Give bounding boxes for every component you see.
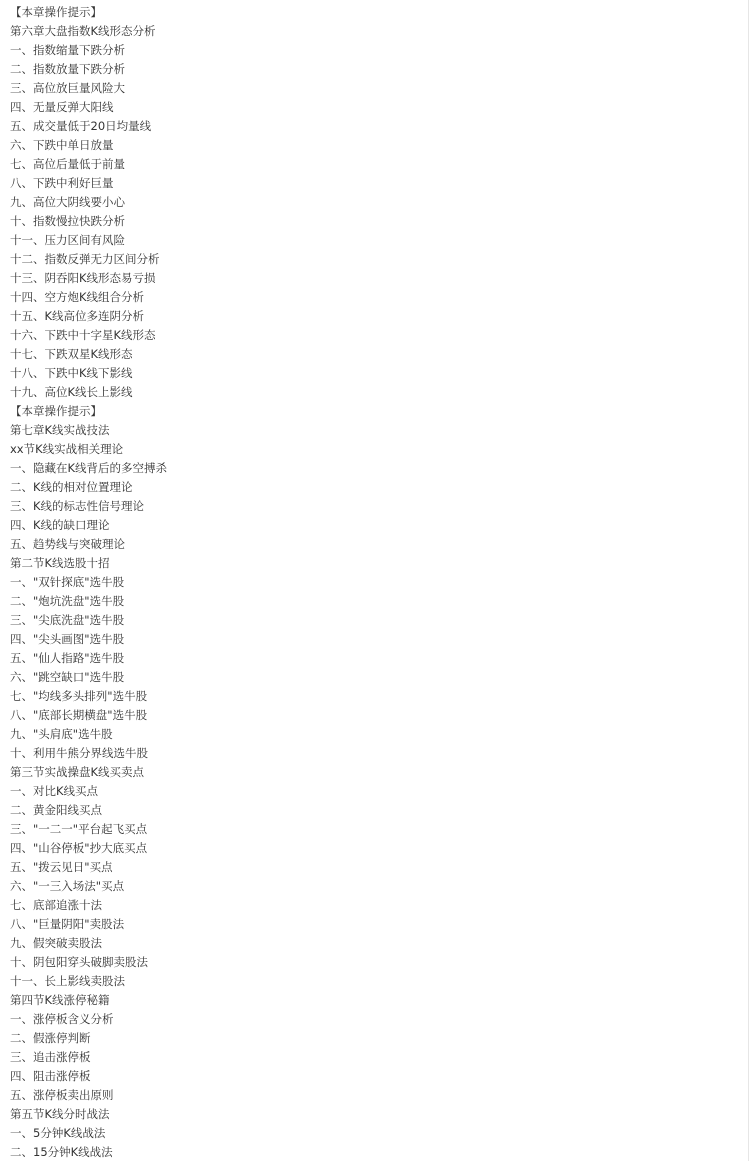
table-of-contents [10, 3, 167, 1161]
toc-item: 五、成交量低于20日均量线 [10, 119, 152, 133]
toc-item: 第二节K线选股十招 [10, 556, 110, 570]
toc-item: 一、对比K线买点 [10, 784, 99, 798]
toc-item: 四、阻击涨停板 [10, 1069, 91, 1083]
toc-item: 五、"仙人指路"选牛股 [10, 651, 125, 665]
toc-item: 六、"一三入场法"买点 [10, 879, 125, 893]
toc-item: 一、5分钟K线战法 [10, 1126, 106, 1140]
toc-item: 十七、下跌双星K线形态 [10, 347, 133, 361]
toc-item: 七、"均线多头排列"选牛股 [10, 689, 148, 703]
toc-item: 五、"拨云见日"买点 [10, 860, 113, 874]
toc-item: 十九、高位K线长上影线 [10, 385, 133, 399]
toc-item: 七、高位后量低于前量 [10, 157, 125, 171]
toc-item: 二、K线的相对位置理论 [10, 480, 133, 494]
toc-item: 第四节K线涨停秘籍 [10, 993, 110, 1007]
toc-item: 三、"尖底洗盘"选牛股 [10, 613, 125, 627]
toc-item: 十五、K线高位多连阴分析 [10, 309, 145, 323]
toc-item: 二、15分钟K线战法 [10, 1145, 113, 1159]
toc-item: 三、"一二一"平台起飞买点 [10, 822, 148, 836]
toc-item: 十、利用牛熊分界线选牛股 [10, 746, 148, 760]
toc-item: 第三节实战操盘K线买卖点 [10, 765, 145, 779]
toc-item: 一、指数缩量下跌分析 [10, 43, 125, 57]
toc-item: 五、趋势线与突破理论 [10, 537, 125, 551]
toc-item: 二、"炮坑洗盘"选牛股 [10, 594, 125, 608]
toc-item: 九、高位大阴线要小心 [10, 195, 125, 209]
toc-item: xx节K线实战相关理论 [10, 442, 124, 456]
toc-item: 八、"底部长期横盘"选牛股 [10, 708, 148, 722]
toc-item: 六、下跌中单日放量 [10, 138, 114, 152]
toc-item: 【本章操作提示】 [10, 5, 102, 19]
toc-item: 六、"跳空缺口"选牛股 [10, 670, 125, 684]
toc-item: 三、K线的标志性信号理论 [10, 499, 145, 513]
toc-item: 十、阴包阳穿头破脚卖股法 [10, 955, 148, 969]
toc-item: 二、指数放量下跌分析 [10, 62, 125, 76]
toc-item: 四、无量反弹大阳线 [10, 100, 114, 114]
toc-item: 第七章K线实战技法 [10, 423, 110, 437]
toc-item: 十八、下跌中K线下影线 [10, 366, 133, 380]
toc-item: 一、涨停板含义分析 [10, 1012, 114, 1026]
toc-item: 十二、指数反弹无力区间分析 [10, 252, 160, 266]
toc-item: 十一、压力区间有风险 [10, 233, 125, 247]
toc-item: 第五节K线分时战法 [10, 1107, 110, 1121]
toc-item: 九、假突破卖股法 [10, 936, 102, 950]
toc-item: 十一、长上影线卖股法 [10, 974, 125, 988]
toc-item: 四、"山谷停板"抄大底买点 [10, 841, 148, 855]
toc-item: 十、指数慢拉快跌分析 [10, 214, 125, 228]
toc-item: 七、底部追涨十法 [10, 898, 102, 912]
toc-item: 三、追击涨停板 [10, 1050, 91, 1064]
toc-item: 一、"双针探底"选牛股 [10, 575, 125, 589]
toc-item: 二、假涨停判断 [10, 1031, 91, 1045]
toc-item: 第六章大盘指数K线形态分析 [10, 24, 156, 38]
toc-item: 一、隐藏在K线背后的多空搏杀 [10, 461, 168, 475]
toc-item: 二、黄金阳线买点 [10, 803, 102, 817]
toc-item: 【本章操作提示】 [10, 404, 102, 418]
toc-item: 三、高位放巨量风险大 [10, 81, 125, 95]
toc-item: 九、"头肩底"选牛股 [10, 727, 113, 741]
toc-item: 八、"巨量阴阳"卖股法 [10, 917, 125, 931]
toc-item: 八、下跌中利好巨量 [10, 176, 114, 190]
toc-item: 十四、空方炮K线组合分析 [10, 290, 145, 304]
toc-item: 十六、下跌中十字星K线形态 [10, 328, 156, 342]
toc-item: 五、涨停板卖出原则 [10, 1088, 114, 1102]
page-right-border [748, 0, 749, 1161]
toc-item: 四、"尖头画图"选牛股 [10, 632, 125, 646]
toc-item: 四、K线的缺口理论 [10, 518, 110, 532]
toc-item: 十三、阴吞阳K线形态易亏损 [10, 271, 156, 285]
